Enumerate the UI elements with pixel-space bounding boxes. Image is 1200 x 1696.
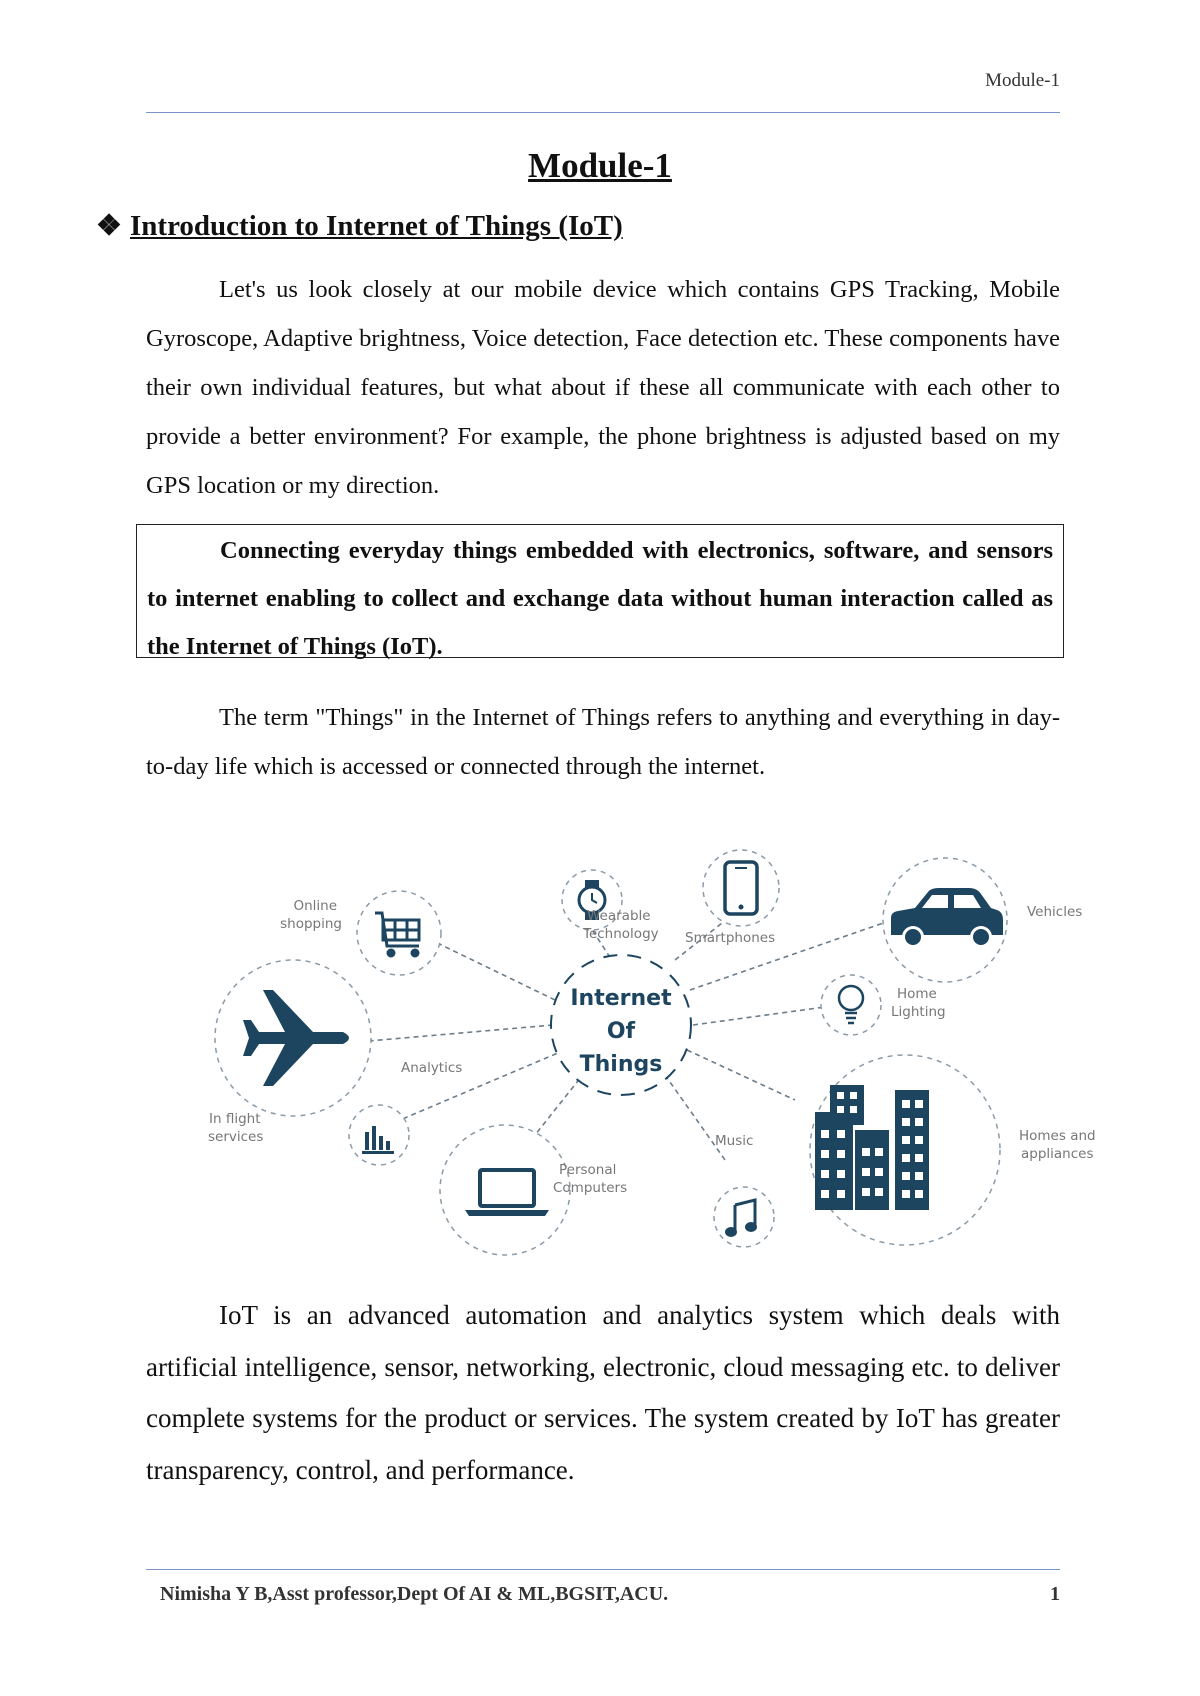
definition-box [136, 524, 1064, 658]
label-analytics: Analytics [401, 1060, 463, 1076]
footer-rule [146, 1569, 1060, 1570]
running-header: Module-1 [985, 70, 1060, 91]
iot-paragraph: IoT is an advanced automation and analytics system which deals with artificial intelligence, sensor, networking, electronic, cloud messaging etc. to deliver complete systems for the product or services. The system created by IoT has greater transparency, control, and performance. [146, 1300, 1060, 1485]
diamond-bullet-icon: ❖ [96, 210, 122, 242]
section-heading [96, 208, 623, 243]
label-online-2: shopping [280, 916, 342, 932]
intro-paragraph: Let's us look closely at our mobile device which contains GPS Tracking, Mobile Gyroscope, Adaptive brightness, Voice detection, Face detection etc. These components have their own individual features, but what about if these all communicate with each other to provide a better environment? For example, the phone brightness is adjusted based on my GPS location or my direction. [146, 276, 1060, 499]
label-lighting-1: Home [897, 986, 937, 1002]
footer-author: Nimisha Y B,Asst professor,Dept Of AI & ML,BGSIT,ACU. [160, 1583, 669, 1605]
iot-diagram [208, 850, 1135, 1260]
label-homes-2: appliances [1021, 1146, 1094, 1162]
header-rule [146, 112, 1060, 113]
label-computers-2: Computers [553, 1180, 628, 1196]
hub-line-3: Things [579, 1052, 663, 1077]
hub-line-1: Internet [570, 986, 672, 1011]
label-wearable-1: Wearable [587, 908, 651, 924]
definition-text: Connecting everyday things embedded with electronics, software, and sensors to internet enabling to collect and exchange data without human interaction called as the Internet of Things (IoT). [147, 537, 1053, 660]
label-wearable-2: Technology [583, 926, 659, 942]
label-online-1: Online [293, 898, 337, 914]
label-computers-1: Personal [559, 1162, 617, 1178]
hub-line-2: Of [606, 1019, 636, 1044]
things-paragraph: The term "Things" in the Internet of Things refers to anything and everything in day-to-day life which is accessed or connected through the internet. [146, 704, 1060, 780]
section-heading-text: Introduction to Internet of Things (IoT) [130, 210, 623, 242]
label-homes-1: Homes and [1019, 1128, 1096, 1144]
hub [551, 955, 691, 1095]
label-inflight-2: services [208, 1129, 264, 1145]
label-music: Music [715, 1133, 754, 1149]
label-lighting-2: Lighting [891, 1004, 946, 1020]
label-smartphones: Smartphones [685, 930, 776, 946]
label-vehicles: Vehicles [1027, 904, 1083, 920]
label-inflight-1: In flight [209, 1111, 261, 1127]
page-title: Module-1 [528, 146, 672, 185]
page-number: 1 [1050, 1583, 1060, 1605]
